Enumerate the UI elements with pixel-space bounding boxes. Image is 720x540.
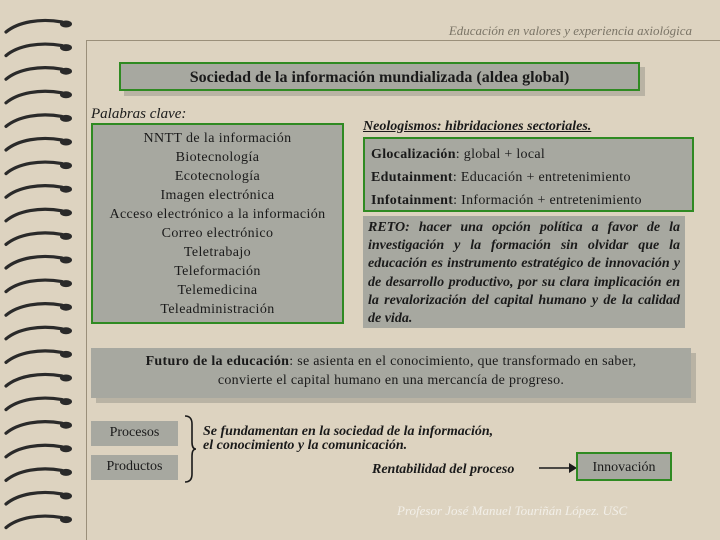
keyword-item: Telemedicina — [177, 283, 258, 298]
spiral-hole — [60, 115, 72, 122]
spiral-hole — [60, 351, 72, 358]
spiral-coil — [6, 492, 62, 504]
spiral-hole — [60, 139, 72, 146]
neologisms-title: Neologismos: hibridaciones sectoriales. — [363, 119, 592, 134]
keywords-box — [91, 123, 344, 324]
spiral-coil — [6, 138, 62, 150]
spiral-coil — [6, 68, 62, 80]
spiral-hole — [60, 422, 72, 429]
keywords-label: Palabras clave: — [91, 106, 187, 122]
spiral-coil — [6, 516, 62, 528]
keyword-item: Teleadministración — [160, 302, 275, 317]
keyword-item: Teleformación — [174, 264, 261, 279]
right-brace-icon — [183, 414, 197, 484]
spiral-hole — [60, 91, 72, 98]
spiral-coil — [6, 115, 62, 127]
spiral-hole — [60, 445, 72, 452]
rentabilidad-text: Rentabilidad del proceso — [372, 462, 515, 477]
spiral-coil — [6, 469, 62, 481]
futuro-line-1: Futuro de la educación: se asienta en el conocimiento, que transformado en saber, — [145, 354, 637, 369]
neologism-definition: : global + local — [455, 147, 546, 162]
spiral-hole — [60, 516, 72, 523]
spiral-hole — [60, 21, 72, 28]
keyword-item: Acceso electrónico a la información — [109, 207, 326, 222]
spiral-coil — [6, 91, 62, 103]
spiral-hole — [60, 327, 72, 334]
spiral-coil — [6, 422, 62, 434]
neologism-definition: : Información + entretenimiento — [453, 193, 642, 208]
spiral-coil — [6, 233, 62, 245]
futuro-box — [91, 348, 691, 398]
innovacion-box: Innovación — [576, 452, 672, 481]
neologism-item — [371, 143, 692, 166]
footer-author: Profesor José Manuel Touriñán López. USC — [397, 503, 628, 518]
spiral-hole — [60, 257, 72, 264]
fundamentan-text: Se fundamentan en la sociedad de la información, el conocimiento y la comunicación. — [203, 424, 494, 453]
spiral-hole — [60, 186, 72, 193]
main-title: Sociedad de la información mundializada (aldea global) — [119, 62, 640, 91]
spiral-coil — [6, 374, 62, 386]
keyword-item: Teletrabajo — [183, 245, 252, 260]
neologism-item — [371, 189, 692, 212]
keyword-item: Imagen electrónica — [160, 188, 275, 203]
spiral-hole — [60, 44, 72, 51]
spiral-coil — [6, 209, 62, 221]
spiral-hole — [60, 162, 72, 169]
margin-line — [86, 40, 87, 540]
spiral-hole — [60, 68, 72, 75]
spiral-coil — [6, 162, 62, 174]
spiral-binding — [0, 0, 80, 540]
spiral-hole — [60, 469, 72, 476]
spiral-hole — [60, 304, 72, 311]
procesos-box: Procesos — [91, 421, 178, 446]
spiral-hole — [60, 398, 72, 405]
futuro-line-2: convierte el capital humano en una mercancía de progreso. — [217, 373, 565, 388]
spiral-coil — [6, 280, 62, 292]
spiral-hole — [60, 375, 72, 382]
keyword-item: Correo electrónico — [161, 226, 274, 241]
neologisms-box — [363, 137, 694, 212]
spiral-hole — [60, 280, 72, 287]
keyword-item: Biotecnología — [175, 150, 260, 165]
spiral-coil — [6, 186, 62, 198]
spiral-coil — [6, 304, 62, 316]
neologism-definition: : Educación + entretenimiento — [452, 170, 631, 185]
neologism-term: Edutainment — [371, 170, 453, 185]
neologism-term: Glocalización — [371, 147, 456, 162]
header-title: Educación en valores y experiencia axiológica — [448, 23, 692, 38]
spiral-hole — [60, 493, 72, 500]
spiral-coil — [6, 44, 62, 56]
spiral-coil — [6, 256, 62, 268]
neologism-term: Infotainment — [371, 193, 454, 208]
spiral-coil — [6, 327, 62, 339]
spiral-coil — [6, 351, 62, 363]
reto-box: RETO: hacer una opción política a favor de la investigación y la formación sin olvidar que la educación es instrumento estratégico de innovación y de desarrollo productivo, por su clara implicación en la revalorización del capital humano y de la calidad de vida. — [363, 216, 685, 328]
neologism-item — [371, 166, 692, 189]
arrow-right-icon — [539, 461, 577, 475]
spiral-coil — [6, 398, 62, 410]
spiral-hole — [60, 209, 72, 216]
keyword-item: Ecotecnología — [174, 169, 261, 184]
header-line — [86, 40, 720, 41]
spiral-coil — [6, 445, 62, 457]
futuro-term: Futuro de la educación — [145, 354, 290, 369]
spiral-coil — [6, 20, 62, 32]
keyword-item: NNTT de la información — [143, 131, 292, 146]
spiral-hole — [60, 233, 72, 240]
productos-box: Productos — [91, 455, 178, 480]
